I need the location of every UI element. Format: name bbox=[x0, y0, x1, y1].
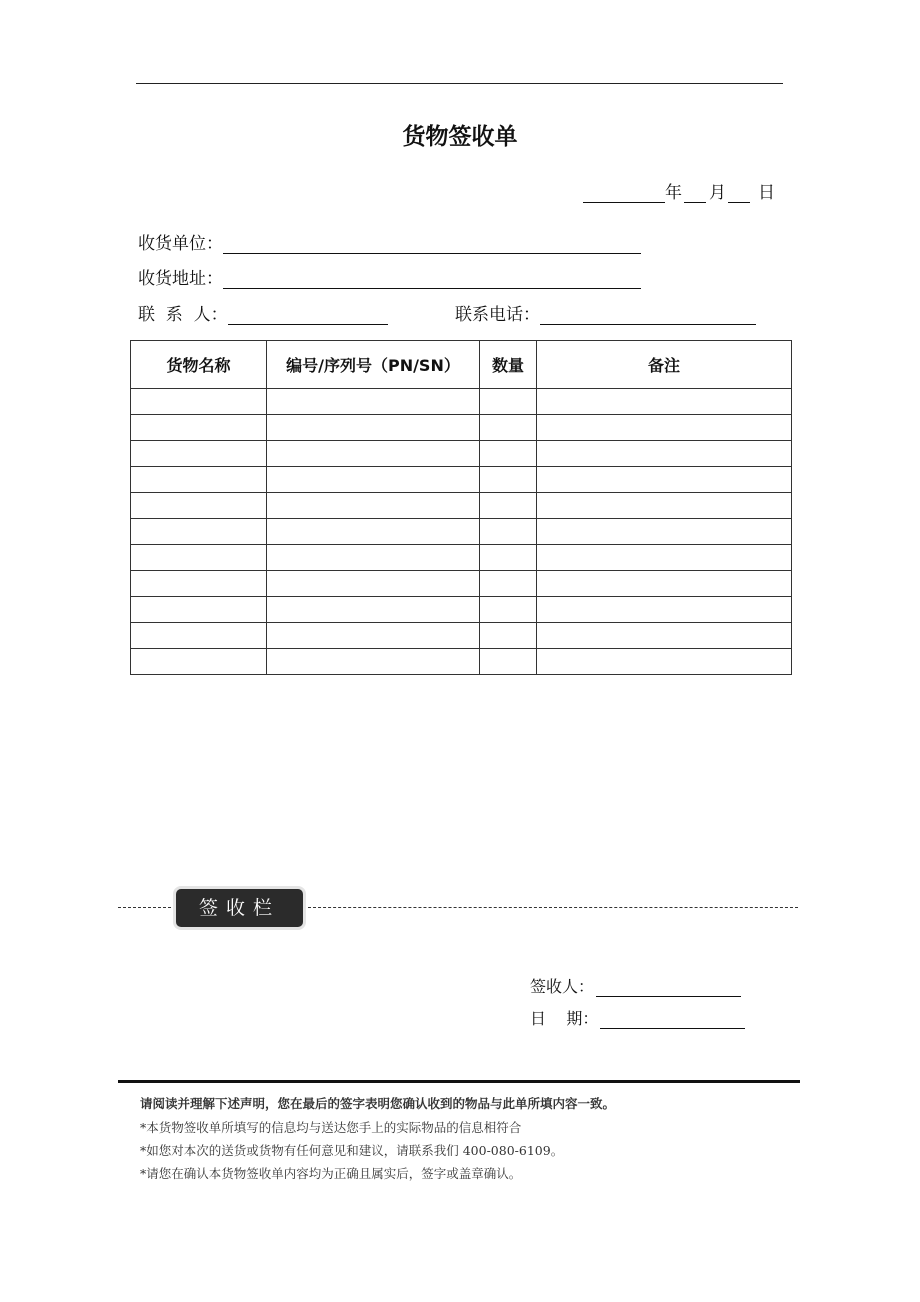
serial-number-cell[interactable] bbox=[267, 493, 480, 519]
table-row bbox=[131, 415, 792, 441]
signer-input[interactable] bbox=[596, 980, 741, 997]
goods-name-cell[interactable] bbox=[131, 389, 267, 415]
goods-table-body bbox=[131, 389, 792, 675]
signer-field bbox=[530, 974, 741, 997]
quantity-cell[interactable] bbox=[480, 519, 537, 545]
quantity-cell[interactable] bbox=[480, 571, 537, 597]
remarks-cell[interactable] bbox=[537, 441, 792, 467]
serial-number-cell[interactable] bbox=[267, 597, 480, 623]
remarks-cell[interactable] bbox=[537, 467, 792, 493]
quantity-cell[interactable] bbox=[480, 467, 537, 493]
goods-name-cell[interactable] bbox=[131, 519, 267, 545]
serial-number-cell[interactable] bbox=[267, 415, 480, 441]
table-row bbox=[131, 649, 792, 675]
header-goods-name: 货物名称 bbox=[131, 341, 267, 389]
notice-heading: 请阅读并理解下述声明，您在最后的签字表明您确认收到的物品与此单所填内容一致。 bbox=[140, 1096, 616, 1111]
contact-person-input[interactable] bbox=[228, 306, 388, 325]
goods-name-cell[interactable] bbox=[131, 467, 267, 493]
table-row bbox=[131, 597, 792, 623]
month-label: 月 bbox=[709, 183, 726, 203]
table-row bbox=[131, 519, 792, 545]
contact-phone-input[interactable] bbox=[540, 306, 756, 325]
quantity-cell[interactable] bbox=[480, 415, 537, 441]
header-remarks: 备注 bbox=[537, 341, 792, 389]
month-blank[interactable] bbox=[684, 184, 706, 203]
notice-line: *本货物签收单所填写的信息均与送达您手上的实际物品的信息相符合 bbox=[140, 1120, 522, 1135]
table-row bbox=[131, 493, 792, 519]
signer-label: 签收人： bbox=[530, 977, 595, 996]
serial-number-cell[interactable] bbox=[267, 389, 480, 415]
quantity-cell[interactable] bbox=[480, 649, 537, 675]
goods-name-cell[interactable] bbox=[131, 571, 267, 597]
goods-name-cell[interactable] bbox=[131, 623, 267, 649]
contact-phone-field bbox=[455, 300, 756, 325]
remarks-cell[interactable] bbox=[537, 545, 792, 571]
quantity-cell[interactable] bbox=[480, 389, 537, 415]
remarks-cell[interactable] bbox=[537, 571, 792, 597]
goods-table bbox=[130, 340, 792, 675]
sign-date-field bbox=[530, 1006, 745, 1029]
table-row bbox=[131, 545, 792, 571]
goods-name-cell[interactable] bbox=[131, 649, 267, 675]
receiver-unit-field bbox=[138, 229, 641, 254]
table-row bbox=[131, 441, 792, 467]
serial-number-cell[interactable] bbox=[267, 571, 480, 597]
remarks-cell[interactable] bbox=[537, 519, 792, 545]
table-header-row bbox=[131, 341, 792, 389]
year-label: 年 bbox=[665, 183, 682, 203]
top-divider bbox=[136, 83, 783, 84]
remarks-cell[interactable] bbox=[537, 415, 792, 441]
receiver-address-label: 收货地址： bbox=[138, 269, 223, 289]
year-blank[interactable] bbox=[583, 184, 665, 203]
table-row bbox=[131, 623, 792, 649]
day-label: 日 bbox=[758, 183, 775, 203]
remarks-cell[interactable] bbox=[537, 623, 792, 649]
remarks-cell[interactable] bbox=[537, 389, 792, 415]
receiver-unit-label: 收货单位： bbox=[138, 234, 223, 254]
serial-number-cell[interactable] bbox=[267, 623, 480, 649]
remarks-cell[interactable] bbox=[537, 597, 792, 623]
sign-section-tab: 签收栏 bbox=[176, 889, 303, 927]
sign-divider-left bbox=[118, 907, 176, 908]
quantity-cell[interactable] bbox=[480, 545, 537, 571]
remarks-cell[interactable] bbox=[537, 649, 792, 675]
contact-person-field bbox=[138, 300, 388, 325]
contact-person-label: 联 系 人： bbox=[138, 305, 228, 325]
sign-date-input[interactable] bbox=[600, 1012, 745, 1029]
receiver-unit-input[interactable] bbox=[223, 235, 641, 254]
sign-divider-right bbox=[308, 907, 798, 908]
notice-line: *请您在确认本货物签收单内容均为正确且属实后，签字或盖章确认。 bbox=[140, 1166, 522, 1181]
sign-date-label: 日 期： bbox=[530, 1009, 599, 1028]
notice-line: *如您对本次的送货或货物有任何意见和建议，请联系我们 400-080-6109。 bbox=[140, 1143, 564, 1158]
goods-name-cell[interactable] bbox=[131, 545, 267, 571]
table-row bbox=[131, 389, 792, 415]
serial-number-cell[interactable] bbox=[267, 467, 480, 493]
page-title: 货物签收单 bbox=[402, 124, 518, 150]
header-serial-number: 编号/序列号（PN/SN） bbox=[267, 341, 480, 389]
goods-name-cell[interactable] bbox=[131, 493, 267, 519]
quantity-cell[interactable] bbox=[480, 493, 537, 519]
serial-number-cell[interactable] bbox=[267, 519, 480, 545]
goods-name-cell[interactable] bbox=[131, 441, 267, 467]
serial-number-cell[interactable] bbox=[267, 649, 480, 675]
receiver-address-field bbox=[138, 264, 641, 289]
table-row bbox=[131, 571, 792, 597]
remarks-cell[interactable] bbox=[537, 493, 792, 519]
goods-name-cell[interactable] bbox=[131, 415, 267, 441]
contact-phone-label: 联系电话： bbox=[455, 305, 540, 325]
quantity-cell[interactable] bbox=[480, 623, 537, 649]
quantity-cell[interactable] bbox=[480, 597, 537, 623]
quantity-cell[interactable] bbox=[480, 441, 537, 467]
serial-number-cell[interactable] bbox=[267, 545, 480, 571]
receiver-address-input[interactable] bbox=[223, 270, 641, 289]
bottom-divider bbox=[118, 1080, 800, 1083]
table-row bbox=[131, 467, 792, 493]
day-blank[interactable] bbox=[728, 184, 750, 203]
goods-name-cell[interactable] bbox=[131, 597, 267, 623]
header-quantity: 数量 bbox=[480, 341, 537, 389]
serial-number-cell[interactable] bbox=[267, 441, 480, 467]
date-line bbox=[583, 178, 775, 203]
